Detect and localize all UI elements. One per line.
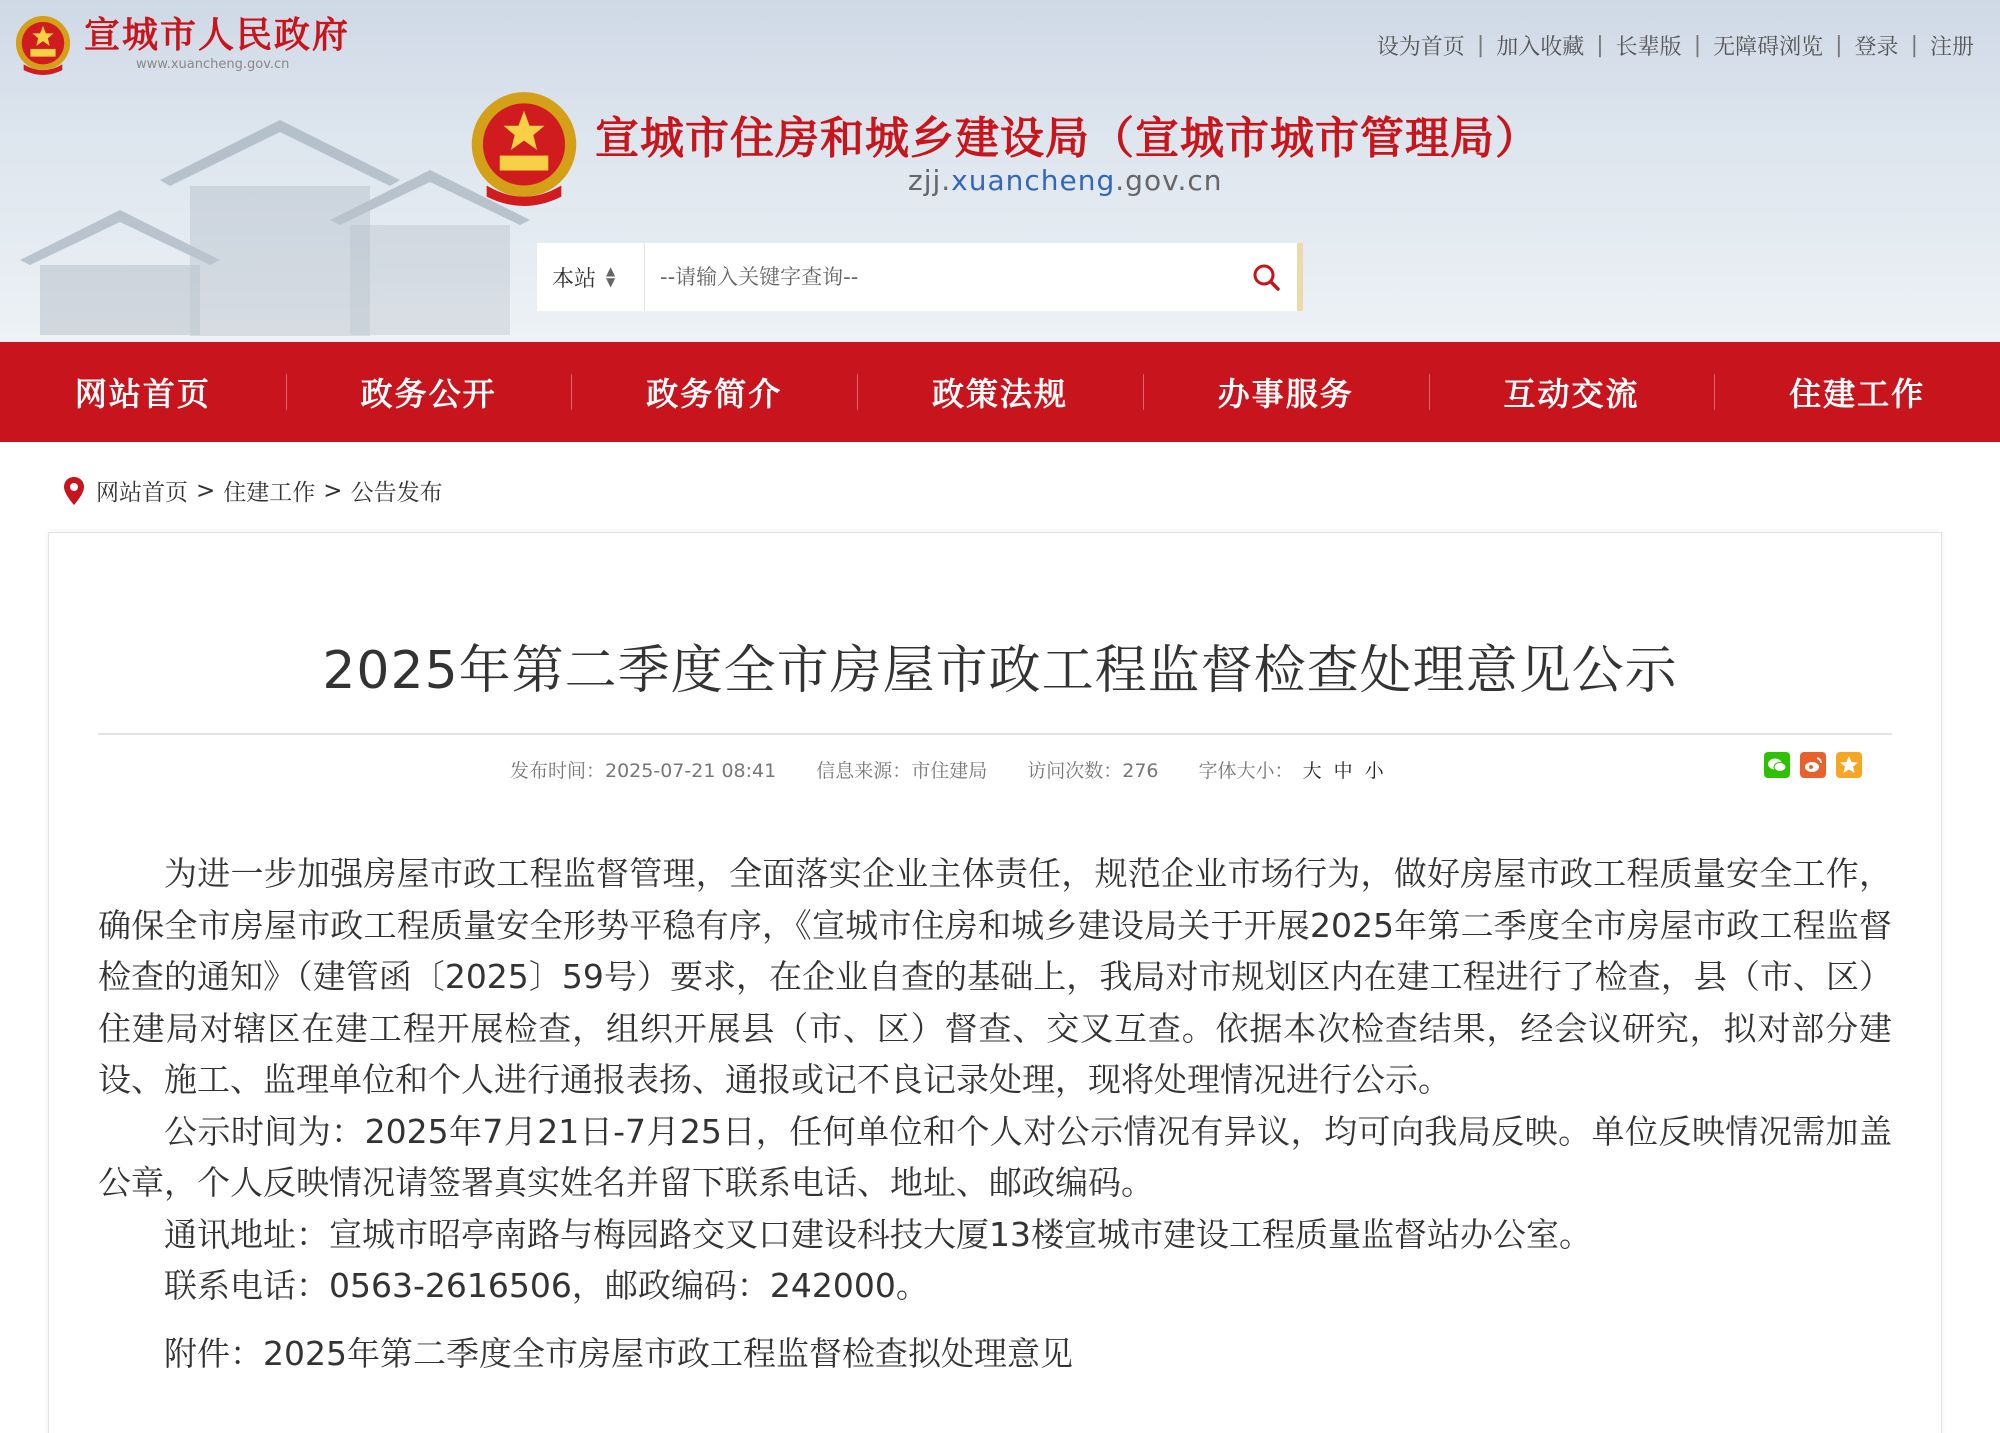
- nav-home[interactable]: 网站首页: [74, 375, 211, 413]
- share-buttons: [1754, 752, 1862, 778]
- breadcrumb: 网站首页 > 住建工作 > 公告发布: [64, 474, 443, 507]
- bureau-title: 宣城市住房和城乡建设局（宣城市城市管理局）: [595, 113, 1540, 164]
- font-size-small[interactable]: 小: [1364, 760, 1384, 782]
- font-size-label: 字体大小：: [1198, 760, 1294, 782]
- nav-construction-work[interactable]: 住建工作: [1714, 342, 2000, 442]
- breadcrumb-announcements[interactable]: 公告发布: [350, 480, 443, 506]
- star-favorite-icon[interactable]: [1836, 752, 1862, 778]
- article-body: [98, 848, 1892, 1379]
- bureau-domain: zjj.xuancheng.gov.cn: [908, 164, 1223, 197]
- gov-name: 宣城市人民政府: [84, 15, 351, 56]
- publish-time: 发布时间：2025-07-21 08:41: [510, 760, 777, 782]
- top-links: 设为首页 | 加入收藏 | 长辈版 | 无障碍浏览 | 登录 | 注册: [1377, 30, 1974, 61]
- location-pin-icon: [64, 477, 84, 505]
- gov-domain: www.xuancheng.gov.cn: [136, 57, 290, 72]
- search-input[interactable]: [645, 243, 1235, 311]
- search-icon: [1251, 262, 1281, 292]
- site-header: [0, 0, 2000, 342]
- main-nav: [0, 342, 2000, 442]
- article-meta: [510, 756, 1387, 783]
- top-link-bookmark[interactable]: 加入收藏: [1496, 35, 1585, 60]
- nav-introduction[interactable]: 政务简介: [571, 342, 857, 442]
- top-link-login[interactable]: 登录: [1854, 35, 1899, 60]
- font-size-control: [1199, 756, 1387, 783]
- nav-interaction[interactable]: 互动交流: [1429, 342, 1715, 442]
- top-link-elder-mode[interactable]: 长辈版: [1615, 35, 1682, 60]
- font-size-large[interactable]: 大: [1302, 760, 1322, 782]
- gov-logo[interactable]: [14, 14, 350, 78]
- breadcrumb-construction-work[interactable]: 住建工作: [223, 480, 316, 506]
- paragraph: 通讯地址：宣城市昭亭南路与梅园路交叉口建设科技大厦13楼宣城市建设工程质量监督站办公室。: [164, 1214, 1592, 1254]
- article-title: 2025年第二季度全市房屋市政工程监督检查处理意见公示: [322, 641, 1678, 701]
- search-scope-label: 本站: [552, 266, 597, 292]
- top-link-set-homepage[interactable]: 设为首页: [1376, 35, 1465, 60]
- national-emblem-icon: [468, 88, 580, 212]
- nav-gov-affairs[interactable]: 政务公开: [286, 342, 572, 442]
- national-emblem-icon: [14, 14, 72, 78]
- search-button[interactable]: [1235, 243, 1297, 311]
- top-link-register[interactable]: 注册: [1929, 35, 1974, 60]
- info-source: 信息来源：市住建局: [816, 760, 988, 782]
- title-divider: [98, 733, 1892, 735]
- font-size-medium[interactable]: 中: [1333, 760, 1353, 782]
- search-bar: [537, 243, 1303, 311]
- attachment-link[interactable]: 附件：2025年第二季度全市房屋市政工程监督检查拟处理意见: [164, 1333, 1073, 1373]
- paragraph: 联系电话：0563-2616506，邮政编码：242000。: [164, 1266, 929, 1305]
- nav-policies[interactable]: 政策法规: [857, 342, 1143, 442]
- bureau-logo[interactable]: [468, 88, 580, 212]
- top-link-accessibility[interactable]: 无障碍浏览: [1713, 35, 1824, 60]
- wechat-icon[interactable]: [1764, 752, 1790, 778]
- paragraph: 为进一步加强房屋市政工程监督管理，全面落实企业主体责任，规范企业市场行为，做好房屋市政工程质量安全工作，确保全市房屋市政工程质量安全形势平稳有序，《宣城市住房和城乡建设局关于开展2025年第二季度全市房屋市政工程监督检查的通知》（建管函〔2025〕59号）要求，在企业自查的基础上，我局对市规划区内在建工程进行了检查，县（市、区）住建局对辖区在建工程开展检查，组织开展县（市、区）督查、交叉互查。依据本次检查结果，经会议研究，拟对部分建设、施工、监理单位和个人进行通报表扬、通报或记不良记录处理，现将处理情况进行公示。: [98, 854, 1892, 1099]
- nav-services[interactable]: 办事服务: [1143, 342, 1429, 442]
- visit-count: 访问次数：276: [1027, 760, 1159, 782]
- paragraph: 公示时间为：2025年7月21日-7月25日，任何单位和个人对公示情况有异议，均可向我局反映。单位反映情况需加盖公章，个人反映情况请签署真实姓名并留下联系电话、地址、邮政编码。: [98, 1111, 1892, 1202]
- updown-arrow-icon: ▲ ▼: [606, 264, 616, 289]
- search-scope-select[interactable]: [537, 243, 645, 311]
- weibo-icon[interactable]: [1800, 752, 1826, 778]
- breadcrumb-home[interactable]: 网站首页: [96, 480, 188, 506]
